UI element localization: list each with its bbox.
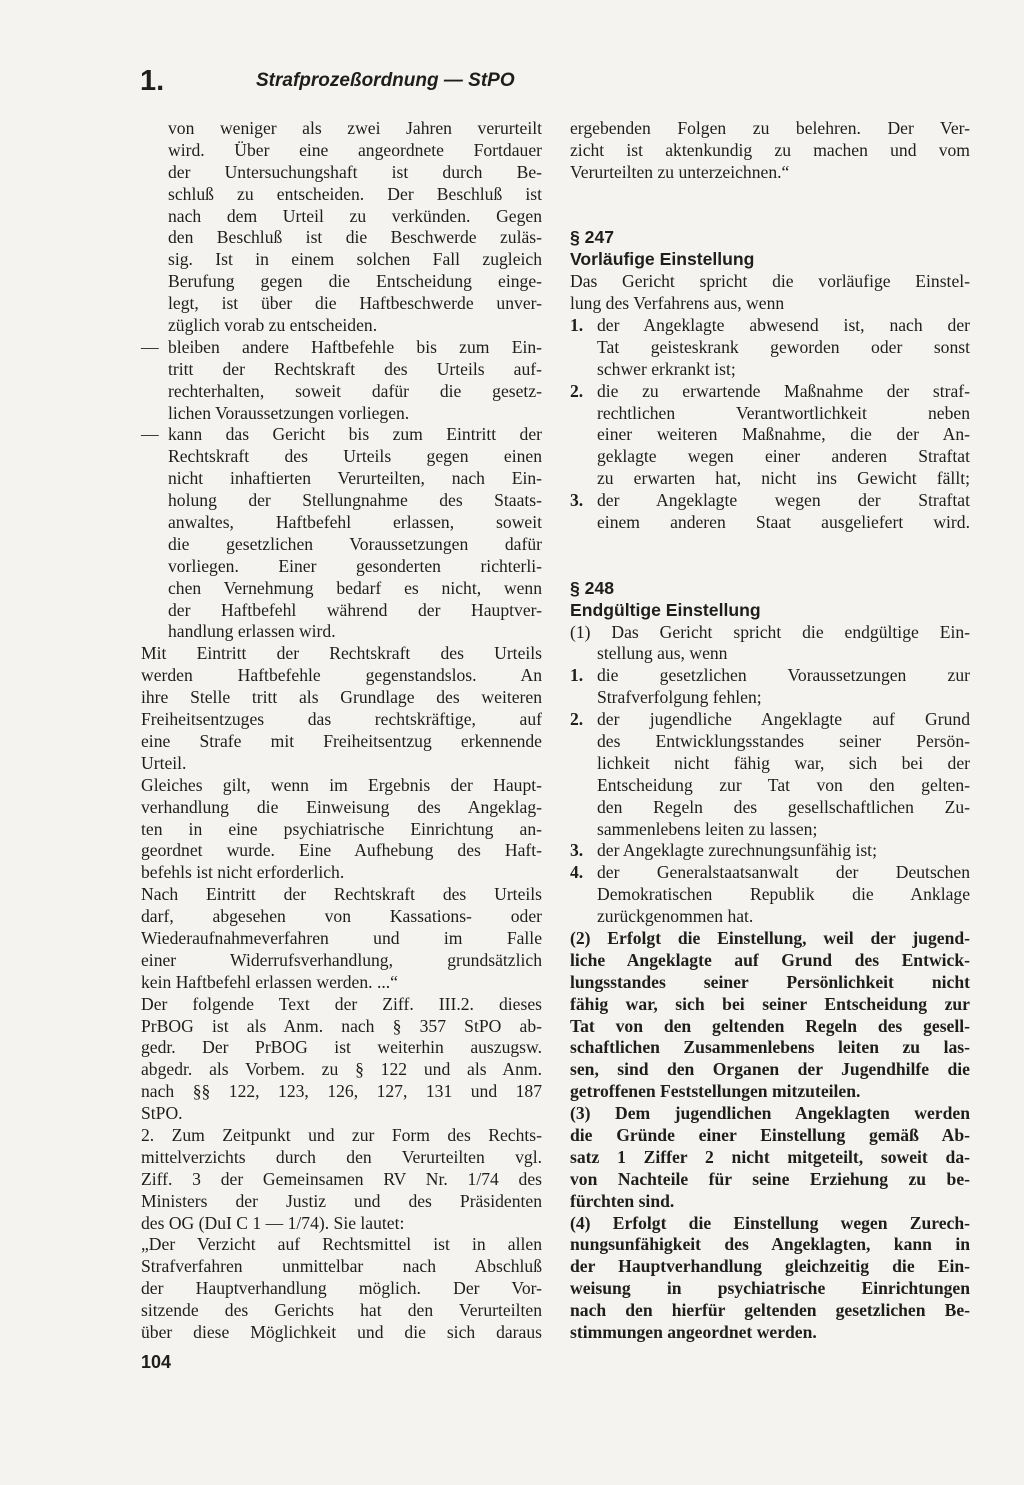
text-line: der jugendliche Angeklagte auf Grund bbox=[597, 709, 970, 730]
dash-marker: — bbox=[141, 424, 159, 445]
dash-marker: — bbox=[141, 336, 159, 357]
text-line: zu erwarten hat, nicht ins Gewicht fällt; bbox=[597, 468, 970, 489]
text-line: schwer erkrankt ist; bbox=[597, 358, 736, 379]
text-line: fähig war, sich bei seiner Entscheidung zur bbox=[570, 993, 970, 1014]
text-line: anwaltes, Haftbefehl erlassen, soweit bbox=[168, 512, 542, 533]
text-line: Strafverfahren unmittelbar nach Abschluß bbox=[141, 1256, 542, 1277]
section-248 bbox=[570, 578, 970, 1344]
text-line: Rechtskraft des Urteils gegen einen bbox=[168, 446, 542, 467]
text-line: der Haftbefehl während der Hauptver- bbox=[168, 599, 542, 620]
text-line: Urteil. bbox=[141, 752, 187, 773]
text-line: ergebenden Folgen zu belehren. Der Ver- bbox=[570, 118, 970, 138]
text-line: einer weiteren Maßnahme, die der An- bbox=[597, 424, 970, 445]
text-line: stellung aus, wenn bbox=[597, 643, 728, 664]
text-line: Gleiches gilt, wenn im Ergebnis der Haupt- bbox=[141, 774, 542, 795]
text-line: ten in eine psychiatrische Einrichtung an- bbox=[141, 818, 542, 839]
text-line: der Angeklagte wegen der Straftat bbox=[597, 490, 970, 511]
text-line: nach §§ 122, 123, 126, 127, 131 und 187 bbox=[141, 1081, 542, 1102]
text-line: sammenlebens leiten zu lassen; bbox=[597, 818, 818, 839]
text-line: abgedr. als Vorbem. zu § 122 und als Anm. bbox=[141, 1059, 542, 1080]
text-line: stimmungen angeordnet werden. bbox=[570, 1322, 817, 1343]
subsection-3 bbox=[570, 1103, 970, 1212]
numbered-item bbox=[570, 840, 970, 862]
section-heading: Vorläufige Einstellung bbox=[570, 249, 755, 270]
text-line: legt, ist über die Haftbeschwerde unver- bbox=[168, 293, 542, 314]
text-line: die Gründe einer Einstellung gemäß Ab- bbox=[570, 1125, 970, 1145]
paragraph bbox=[141, 1125, 542, 1234]
text-line: Berufung gegen die Entscheidung einge- bbox=[168, 271, 542, 292]
text-line: sen, sind den Organen der Jugendhilfe die bbox=[570, 1059, 970, 1080]
page-number: 104 bbox=[141, 1352, 172, 1372]
text-line: den Regeln des gesellschaftlichen Zu- bbox=[597, 796, 970, 817]
text-line: ihre Stelle tritt als Grundlage des weiteren bbox=[141, 687, 542, 708]
section-247 bbox=[570, 227, 970, 533]
right-column bbox=[570, 118, 970, 1344]
text-line: den Beschluß ist die Beschwerde zuläs- bbox=[168, 227, 542, 248]
text-line: rechterhalten, soweit dafür die gesetz- bbox=[168, 380, 542, 401]
text-line: tritt der Rechtskraft des Urteils auf- bbox=[168, 358, 542, 379]
text-line: schluß zu entscheiden. Der Beschluß ist bbox=[168, 183, 542, 204]
quote-paragraph bbox=[141, 1234, 542, 1343]
quote-continuation bbox=[570, 118, 970, 184]
text-line: (1) Das Gericht spricht die endgültige Ein- bbox=[570, 621, 970, 642]
text-line: weisung in psychiatrische Einrichtungen bbox=[570, 1278, 970, 1299]
paragraph bbox=[141, 118, 542, 337]
text-line: Tat geisteskrank geworden oder sonst bbox=[597, 336, 970, 357]
dash-list-item bbox=[141, 424, 542, 643]
paragraph bbox=[141, 643, 542, 774]
item-number: 3. bbox=[570, 840, 584, 861]
item-number: 1. bbox=[570, 315, 584, 336]
text-line: eine Strafe mit Freiheitsentzug erkennende bbox=[141, 730, 542, 751]
text-line: von Nachteile für seine Erziehung zu be- bbox=[570, 1168, 970, 1189]
item-number: 2. bbox=[570, 380, 584, 401]
text-line: der Angeklagte abwesend ist, nach der bbox=[597, 315, 970, 336]
text-line: (2) Erfolgt die Einstellung, weil der jugend- bbox=[570, 927, 970, 948]
text-line: des OG (DuI C 1 — 1/74). Sie lautet: bbox=[141, 1212, 405, 1233]
numbered-item bbox=[570, 665, 970, 709]
text-line: nach den hierfür geltenden gesetzlichen Be- bbox=[570, 1300, 970, 1321]
text-line: einer Widerrufsverhandlung, grundsätzlich bbox=[141, 949, 542, 970]
text-line: lichen Voraussetzungen vorliegen. bbox=[168, 402, 410, 423]
numbered-item bbox=[570, 315, 970, 381]
text-line: verhandlung die Einweisung des Angeklag- bbox=[141, 796, 542, 817]
text-line: lung des Verfahrens aus, wenn bbox=[570, 293, 785, 314]
text-line: Wiederaufnahmeverfahren und im Falle bbox=[141, 927, 542, 948]
text-line: Entscheidung zur Tat von den gelten- bbox=[597, 774, 970, 795]
text-line: kann das Gericht bis zum Eintritt der bbox=[168, 424, 542, 445]
text-line: nach dem Urteil zu verkünden. Gegen bbox=[168, 205, 542, 226]
text-line: chen Vernehmung bedarf es nicht, wenn bbox=[168, 577, 542, 598]
text-line: geordnet wurde. Eine Aufhebung des Haft- bbox=[141, 840, 542, 861]
text-line: von weniger als zwei Jahren verurteilt bbox=[168, 118, 542, 138]
text-line: des Entwicklungsstandes seiner Persön- bbox=[597, 730, 970, 751]
text-line: lungsstandes seiner Persönlichkeit nicht bbox=[570, 971, 970, 992]
text-line: der Angeklagte zurechnungsunfähig ist; bbox=[597, 840, 877, 861]
text-line: fürchten sind. bbox=[570, 1190, 675, 1211]
text-line: Ziff. 3 der Gemeinsamen RV Nr. 1/74 des bbox=[141, 1168, 542, 1189]
text-line: der Hauptverhandlung möglich. Der Vor- bbox=[141, 1278, 542, 1299]
text-line: der Hauptverhandlung gleichzeitig die Ein- bbox=[570, 1256, 970, 1277]
subsection-4 bbox=[570, 1213, 970, 1344]
text-line: vorliegen. Einer gesonderten richterli- bbox=[168, 555, 542, 576]
text-line: kein Haftbefehl erlassen werden. ...“ bbox=[141, 971, 398, 992]
numbered-item bbox=[570, 490, 970, 534]
item-number: 4. bbox=[570, 862, 584, 883]
text-line: zurückgenommen hat. bbox=[597, 906, 754, 927]
text-line: (3) Dem jugendlichen Angeklagten werden bbox=[570, 1103, 970, 1124]
text-line: Nach Eintritt der Rechtskraft des Urteils bbox=[141, 884, 542, 905]
text-line: PrBOG ist als Anm. nach § 357 StPO ab- bbox=[141, 1015, 542, 1036]
text-line: Demokratischen Republik die Anklage bbox=[597, 884, 970, 905]
text-line: mittelverzichts durch den Verurteilten vgl. bbox=[141, 1146, 542, 1167]
text-line: die zu erwartende Maßnahme der straf- bbox=[597, 380, 970, 401]
paragraph bbox=[141, 884, 542, 993]
numbered-item bbox=[570, 862, 970, 928]
text-line: liche Angeklagte auf Grund des Entwick- bbox=[570, 949, 970, 970]
paragraph bbox=[141, 994, 542, 1125]
text-line: die gesetzlichen Voraussetzungen zur bbox=[597, 665, 970, 686]
text-line: „Der Verzicht auf Rechtsmittel ist in allen bbox=[141, 1234, 542, 1255]
section-mark: § 247 bbox=[570, 227, 615, 248]
running-title: Strafprozeßordnung — StPO bbox=[256, 70, 515, 91]
text-line: (4) Erfolgt die Einstellung wegen Zurech- bbox=[570, 1212, 970, 1233]
text-line: zicht ist aktenkundig zu machen und vom bbox=[570, 139, 970, 160]
text-line: über diese Möglichkeit und die sich daraus bbox=[141, 1321, 542, 1342]
text-line: einem anderen Staat ausgeliefert wird. bbox=[597, 512, 970, 533]
chapter-number: 1. bbox=[140, 65, 165, 97]
text-line: der Generalstaatsanwalt der Deutschen bbox=[597, 862, 970, 883]
text-line: werden Haftbefehle gegenstandslos. An bbox=[141, 665, 542, 686]
numbered-item bbox=[570, 381, 970, 490]
text-line: nicht inhaftierten Verurteilten, nach Ein- bbox=[168, 468, 542, 489]
text-line: gedr. Der PrBOG ist weiterhin auszugsw. bbox=[141, 1037, 542, 1058]
text-line: getroffenen Feststellungen mitzuteilen. bbox=[570, 1081, 861, 1102]
section-mark: § 248 bbox=[570, 577, 615, 598]
text-line: schaftlichen Zusammenlebens leiten zu las- bbox=[570, 1037, 970, 1058]
text-line: geklagte wegen einer anderen Straftat bbox=[597, 446, 970, 467]
subsection-2 bbox=[570, 928, 970, 1103]
text-line: StPO. bbox=[141, 1103, 183, 1124]
text-line: holung der Stellungnahme des Staats- bbox=[168, 490, 542, 511]
text-line: wird. Über eine angeordnete Fortdauer bbox=[168, 139, 542, 160]
text-line: sig. Ist in einem solchen Fall zugleich bbox=[168, 249, 542, 270]
section-heading: Endgültige Einstellung bbox=[570, 599, 761, 620]
text-line: handlung erlassen wird. bbox=[168, 621, 336, 642]
text-line: nungsunfähigkeit des Angeklagten, kann in bbox=[570, 1234, 970, 1255]
item-number: 1. bbox=[570, 665, 584, 686]
text-line: Strafverfolgung fehlen; bbox=[597, 687, 762, 708]
text-line: darf, abgesehen von Kassations- oder bbox=[141, 906, 542, 927]
text-line: Tat von den geltenden Regeln des gesell- bbox=[570, 1015, 970, 1036]
item-number: 3. bbox=[570, 490, 584, 511]
text-line: bleiben andere Haftbefehle bis zum Ein- bbox=[168, 336, 542, 357]
item-number: 2. bbox=[570, 709, 584, 730]
text-line: befehls ist nicht erforderlich. bbox=[141, 862, 345, 883]
text-line: Mit Eintritt der Rechtskraft des Urteils bbox=[141, 643, 542, 664]
text-line: züglich vorab zu entscheiden. bbox=[168, 315, 378, 336]
paragraph bbox=[141, 775, 542, 884]
text-line: Das Gericht spricht die vorläufige Einstel- bbox=[570, 271, 970, 292]
text-line: der Untersuchungshaft ist durch Be- bbox=[168, 161, 542, 182]
text-line: sitzende des Gerichts hat den Verurteilten bbox=[141, 1300, 542, 1321]
text-line: Verurteilten zu unterzeichnen.“ bbox=[570, 161, 790, 182]
text-line: lichkeit nicht fähig war, sich bei der bbox=[597, 752, 970, 773]
numbered-item bbox=[570, 709, 970, 840]
text-line: satz 1 Ziffer 2 nicht mitgeteilt, soweit da- bbox=[570, 1146, 970, 1167]
text-line: rechtlichen Verantwortlichkeit neben bbox=[597, 402, 970, 423]
text-line: Ministers der Justiz und des Präsidenten bbox=[141, 1190, 542, 1211]
text-line: die gesetzlichen Voraussetzungen dafür bbox=[168, 533, 542, 554]
dash-list-item bbox=[141, 337, 542, 425]
text-line: 2. Zum Zeitpunkt und zur Form des Rechts- bbox=[141, 1124, 542, 1145]
text-line: Freiheitsentzuges das rechtskräftige, auf bbox=[141, 709, 542, 730]
text-line: Der folgende Text der Ziff. III.2. dieses bbox=[141, 993, 542, 1014]
left-column bbox=[141, 118, 542, 1344]
